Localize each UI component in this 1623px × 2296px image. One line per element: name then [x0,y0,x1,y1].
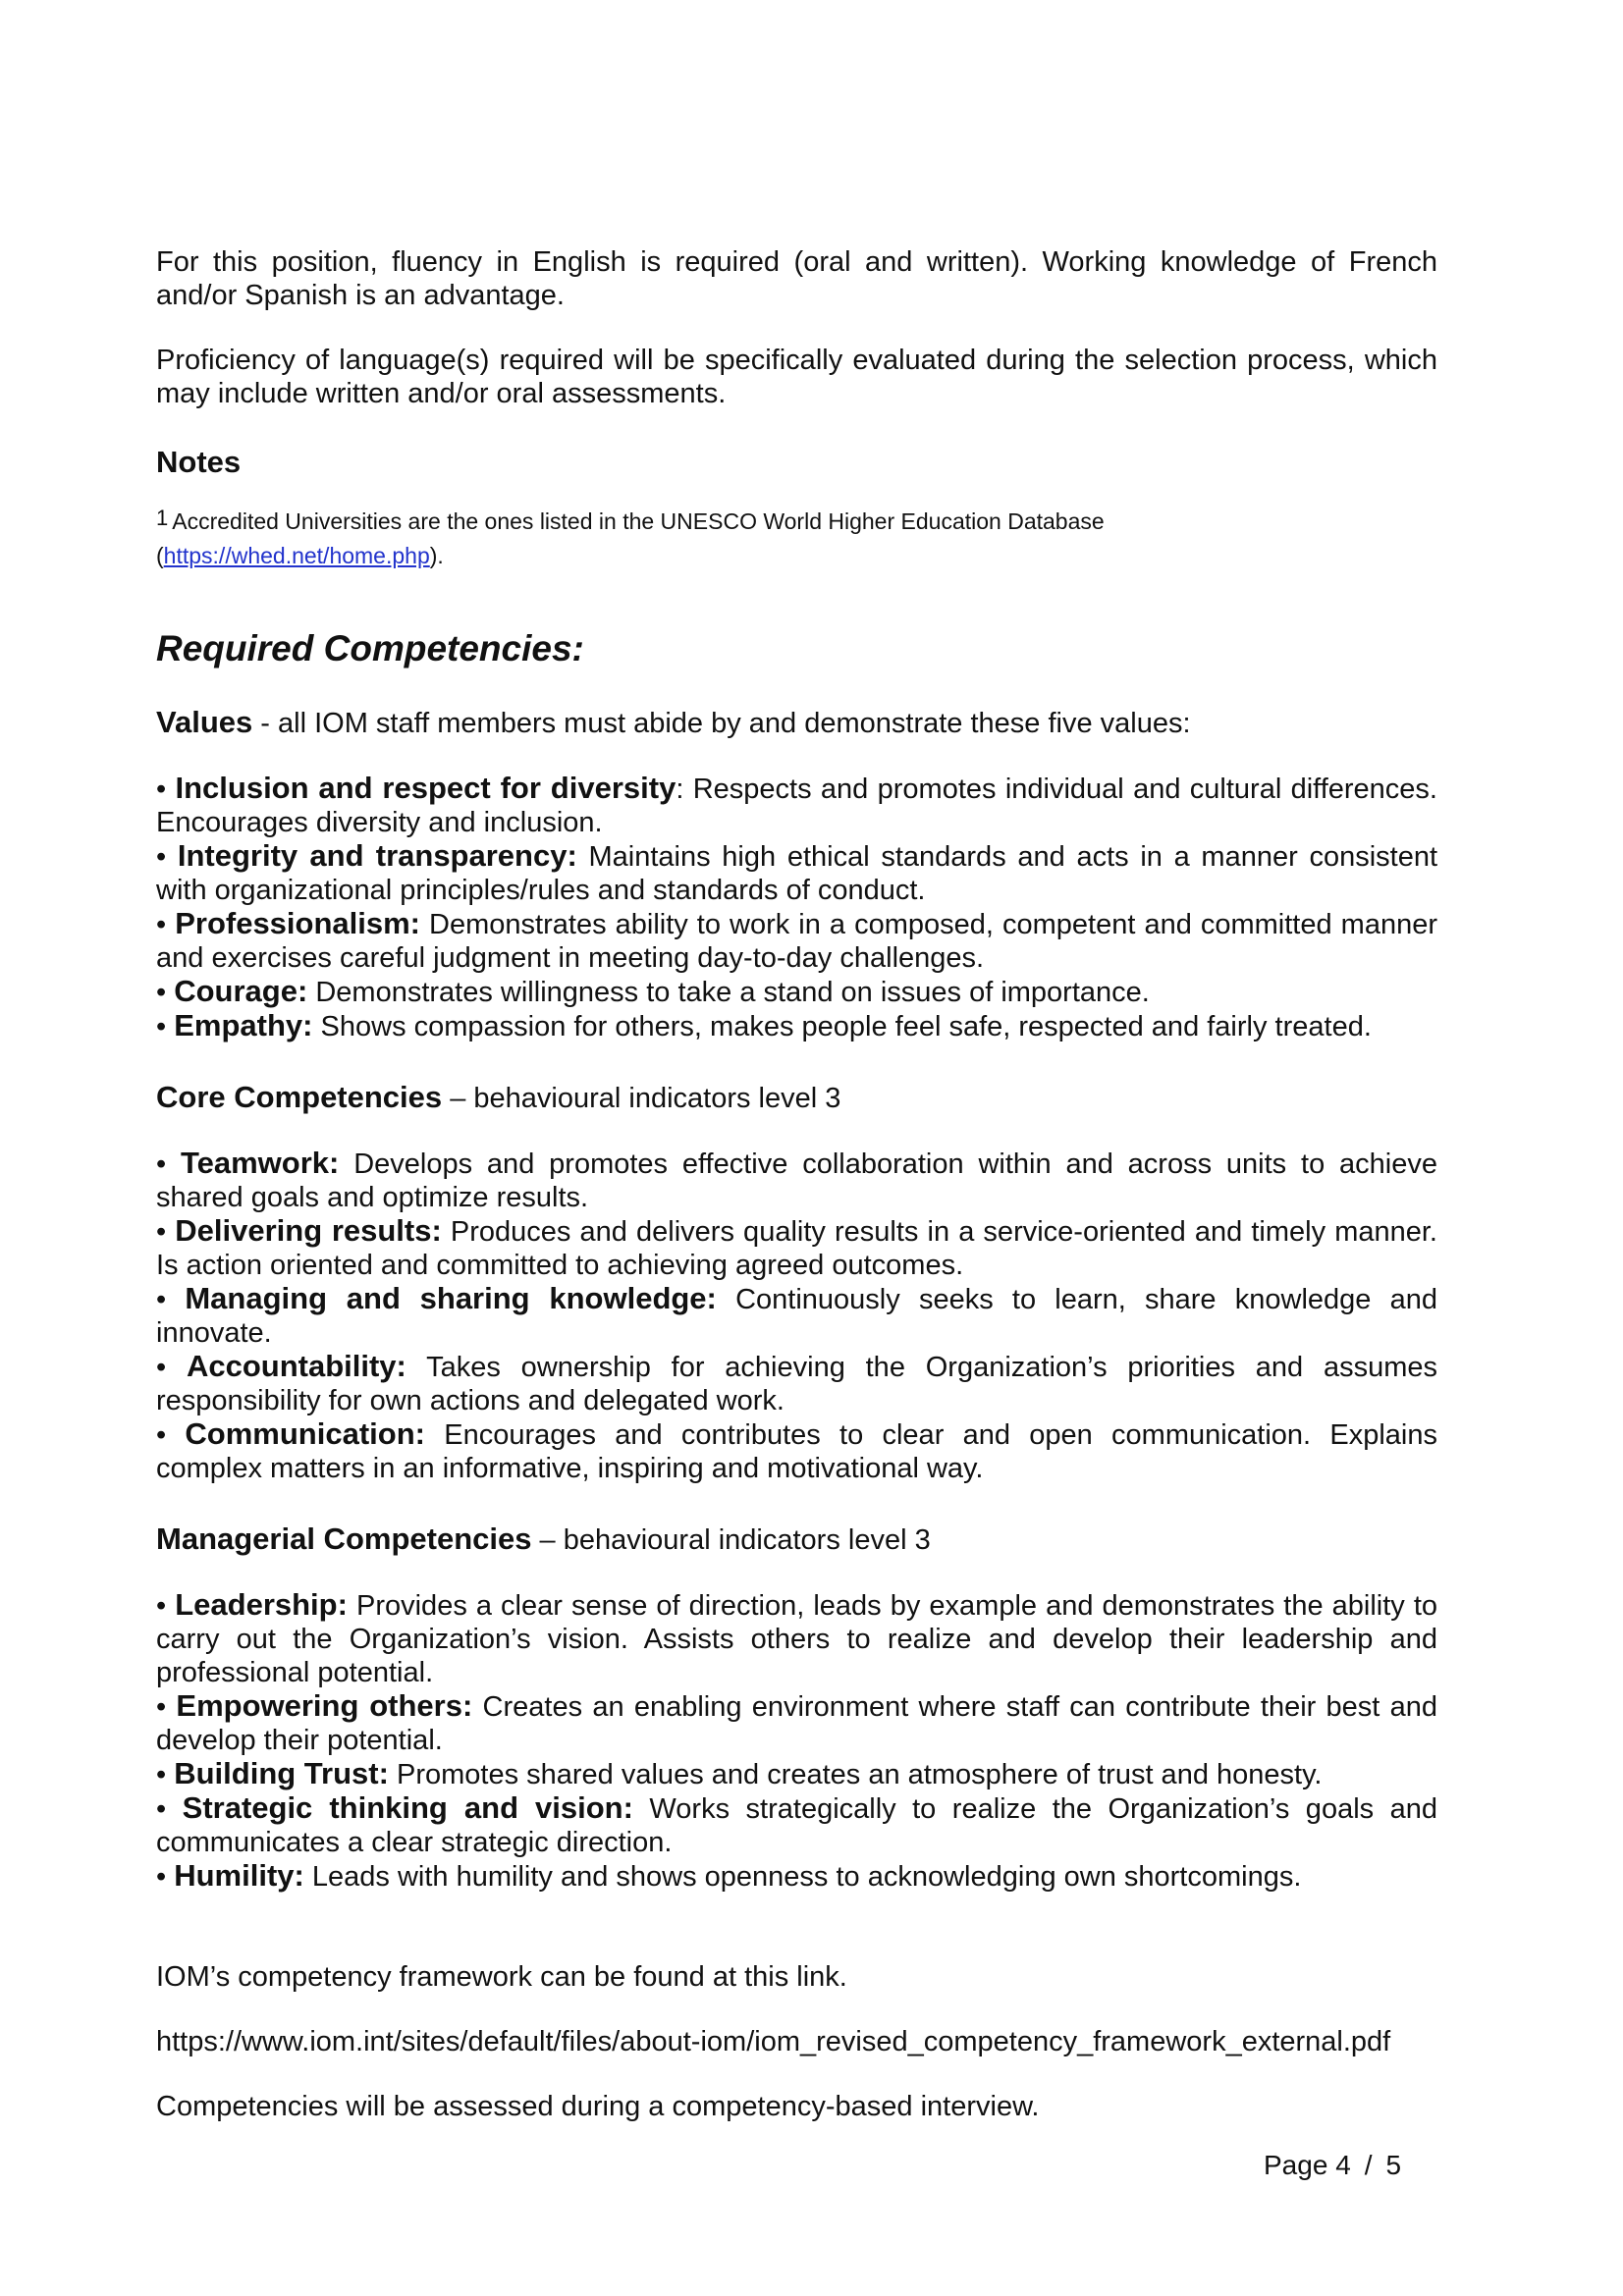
item-text: Creates an enabling environment where staff can contribute their best and develop their potential. [156,1691,1437,1756]
page-separator: / [1364,2150,1373,2180]
item-term: Inclusion and respect for diversity [175,771,676,805]
values-intro: - all IOM staff members must abide by and demonstrate these five values: [252,708,1191,739]
required-competencies-heading: Required Competencies: [156,628,584,668]
item-term: Communication: [185,1416,425,1451]
item-term: Integrity and transparency: [177,838,577,873]
list-item [156,1214,1437,1282]
item-text: Leads with humility and shows openness to acknowledging own shortcomings. [303,1861,1302,1893]
managerial-competencies-heading [156,1522,1437,1557]
bullet: • [156,909,167,940]
bullet: • [156,1216,167,1248]
footnote-paren-close: ). [429,543,444,568]
item-term: Building Trust: [174,1756,389,1790]
item-text: Works strategically to realize the Organization’s goals and communicates a clear strategic direction. [156,1793,1437,1858]
language-assessment-paragraph: Proficiency of language(s) required will be specifically evaluated during the selection process, which may include written and/or oral assessments. [156,345,1437,409]
item-term: Delivering results: [175,1213,442,1248]
list-item [156,1282,1437,1350]
item-text: Demonstrates ability to work in a composed, competent and committed manner and exercises careful judgment in meeting day-to-day challenges. [156,909,1437,974]
item-term: Professionalism: [175,906,421,940]
managerial-intro: – behavioural indicators level 3 [531,1524,931,1556]
item-term: Empowering others: [176,1688,473,1723]
bullet: • [156,1759,167,1790]
list-item [156,907,1437,975]
item-text: Demonstrates willingness to take a stand on issues of importance. [307,977,1150,1008]
list-item [156,1689,1437,1757]
bullet: • [156,1284,167,1315]
framework-url[interactable]: https://www.iom.int/sites/default/files/about-iom/iom_revised_competency_framework_external.pdf [156,2026,1391,2057]
values-title: Values [156,705,253,739]
item-term: Strategic thinking and vision: [182,1790,633,1825]
item-term: Teamwork: [181,1146,340,1180]
footnote-text: Accredited Universities are the ones listed in the UNESCO World Higher Education Database [172,508,1105,534]
item-term: Accountability: [186,1349,406,1383]
managerial-title: Managerial Competencies [156,1522,532,1556]
whed-link[interactable]: https://whed.net/home.php [163,543,430,568]
footnote-paren-open: ( [156,543,164,568]
managerial-list [156,1588,1437,1894]
item-text: Promotes shared values and creates an atmosphere of trust and honesty. [388,1759,1323,1790]
framework-text: IOM’s competency framework can be found at this link. [156,1961,847,1993]
item-text: Takes ownership for achieving the Organization’s priorities and assumes responsibility for own actions and delegated work. [156,1352,1437,1416]
item-text: Continuously seeks to learn, share knowledge and innovate. [156,1284,1437,1349]
list-item [156,772,1437,839]
bullet: • [156,1793,167,1825]
bullet: • [156,841,167,873]
core-intro: – behavioural indicators level 3 [442,1083,841,1114]
bullet: • [156,1352,167,1383]
item-term: Managing and sharing knowledge: [185,1281,717,1315]
core-title: Core Competencies [156,1080,443,1114]
item-term: Empathy: [174,1008,313,1042]
assessment-text: Competencies will be assessed during a competency-based interview. [156,2091,1040,2122]
page-label: Page [1264,2150,1328,2180]
bullet: • [156,1419,167,1451]
item-text: Produces and delivers quality results in a service-oriented and timely manner. Is action oriented and committed to achieving agreed outcomes. [156,1216,1437,1281]
page-current: 4 [1335,2150,1351,2180]
item-text: Develops and promotes effective collaboration within and across units to achieve shared goals and optimize results. [156,1148,1437,1213]
page-footer [1264,2150,1401,2181]
values-heading [156,706,1437,740]
list-item [156,839,1437,907]
list-item [156,1009,1437,1043]
item-text: Respects and promotes individual and cultural differences. Encourages diversity and inclusion. [156,774,1437,838]
item-text: Encourages and contributes to clear and open communication. Explains complex matters in an informative, inspiring and motivational way. [156,1419,1437,1484]
item-sep: : [676,774,684,805]
core-competencies-heading [156,1081,1437,1115]
bullet: • [156,1590,167,1622]
list-item [156,1417,1437,1485]
list-item [156,1350,1437,1417]
bullet: • [156,1861,167,1893]
item-term: Humility: [174,1858,304,1893]
bullet: • [156,774,167,805]
item-term: Courage: [174,974,308,1008]
list-item [156,1147,1437,1214]
notes-heading: Notes [156,445,242,479]
page-total: 5 [1385,2150,1402,2180]
footnote [156,505,1437,572]
list-item [156,1757,1437,1791]
list-item [156,1859,1437,1894]
bullet: • [156,977,167,1008]
list-item [156,1588,1437,1689]
bullet: • [156,1011,167,1042]
item-text: Provides a clear sense of direction, leads by example and demonstrates the ability to carry out the Organization’s vision. Assists others to realize and develop their leadership and professional potential. [156,1590,1438,1688]
item-text: Shows compassion for others, makes people feel safe, respected and fairly treated. [312,1011,1372,1042]
document-page [156,245,1437,2123]
item-term: Leadership: [175,1587,348,1622]
list-item [156,975,1437,1009]
list-item [156,1791,1437,1859]
bullet: • [156,1691,167,1723]
values-list [156,772,1437,1043]
language-requirement-paragraph: For this position, fluency in English is required (oral and written). Working knowledge of French and/or Spanish is an advantage. [156,246,1437,311]
core-list [156,1147,1437,1485]
item-text: Maintains high ethical standards and acts in a manner consistent with organizational principles/rules and standards of conduct. [156,841,1438,906]
footnote-number: 1 [156,506,169,530]
bullet: • [156,1148,167,1180]
